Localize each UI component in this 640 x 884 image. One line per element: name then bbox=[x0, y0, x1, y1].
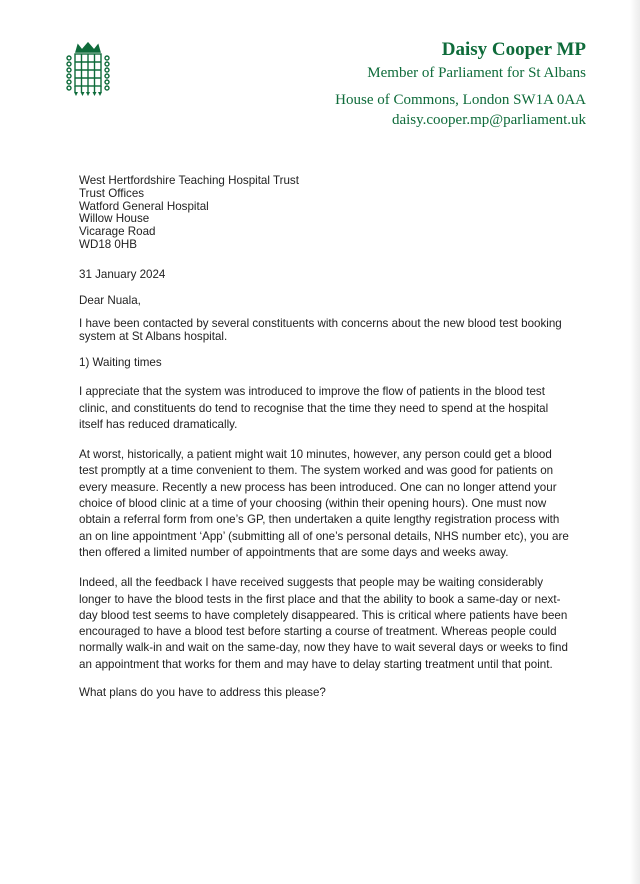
closing-question: What plans do you have to address this please? bbox=[79, 686, 326, 700]
section-heading: 1) Waiting times bbox=[79, 355, 162, 369]
portcullis-icon bbox=[64, 42, 112, 98]
page-edge-shadow bbox=[630, 0, 640, 884]
mp-email: daisy.cooper.mp@parliament.uk bbox=[391, 112, 586, 128]
recipient-line: Vicarage Road bbox=[79, 225, 156, 239]
paragraph-3: Indeed, all the feedback I have received suggests that people may be waiting considerably longer to have the blood tests in the first place and that the ability to book a same-day or next-day blood test seems to have completely disappeared. This is critical where patients have been encouraged to have a blood test before starting a course of treatment. Whereas people could normally walk-in and wait on the same-day, now they have to wait several days or weeks to find an appointment that works for them and may have to delay starting treatment until that point. bbox=[79, 576, 568, 671]
letter-date: 31 January 2024 bbox=[79, 267, 166, 281]
salutation: Dear Nuala, bbox=[79, 294, 141, 308]
mp-role: Member of Parliament for St Albans bbox=[367, 65, 586, 81]
mp-name: Daisy Cooper MP bbox=[441, 39, 586, 60]
recipient-address bbox=[79, 175, 569, 252]
intro-paragraph: I have been contacted by several constituents with concerns about the new blood test booking system at St Albans hospital. bbox=[79, 317, 562, 344]
letter-body bbox=[79, 175, 569, 701]
recipient-line: West Hertfordshire Teaching Hospital Trust bbox=[79, 174, 299, 187]
recipient-line: WD18 0HB bbox=[79, 237, 137, 251]
recipient-line: Willow House bbox=[79, 212, 150, 226]
paragraph-1: I appreciate that the system was introduced to improve the flow of patients in the blood test clinic, and constituents do tend to recognise that the time they need to spend at the hospital itself has reduced dramatically. bbox=[79, 385, 549, 431]
recipient-line: Watford General Hospital bbox=[79, 199, 209, 213]
recipient-line: Trust Offices bbox=[79, 186, 145, 200]
mp-address: House of Commons, London SW1A 0AA bbox=[335, 92, 586, 108]
letterhead bbox=[335, 38, 586, 130]
paragraph-2: At worst, historically, a patient might wait 10 minutes, however, any person could get a blood test promptly at a time convenient to them. The system worked and was good for patients on every measure. Recently a new process has been introduced. One can no longer attend your choice of blood clinic at a time of your choosing (within their opening hours). One must now obtain a referral form from one’s GP, then undertaken a quite lengthy registration process with an on line appointment ‘App’ (submitting all of one’s personal details, NHS number etc), you are then offered a limited number of appointments that are some days and weeks away. bbox=[79, 448, 569, 559]
